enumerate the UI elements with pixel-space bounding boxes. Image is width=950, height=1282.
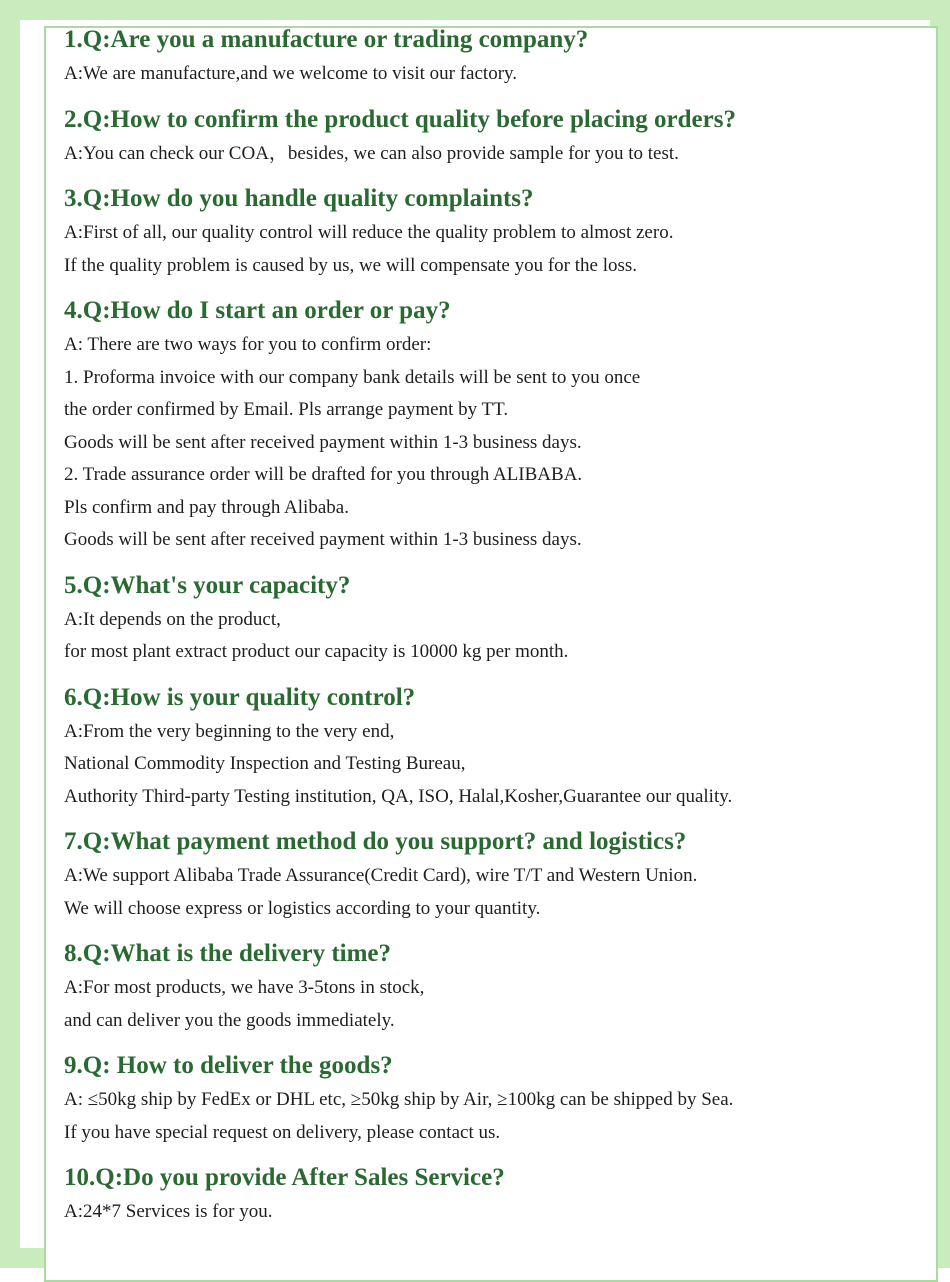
- faq-answer-line: A:We support Alibaba Trade Assurance(Credit Card), wire T/T and Western Union.: [64, 865, 698, 886]
- faq-item-9: [64, 1048, 904, 1149]
- faq-item-1: [64, 22, 904, 91]
- faq-answer-line: and can deliver you the goods immediately.: [64, 1009, 395, 1031]
- faq-answer-line: A:For most products, we have 3-5tons in stock,: [64, 977, 425, 998]
- faq-answer-line: We will choose express or logistics according to your quantity.: [64, 897, 541, 919]
- faq-answer-line: A:You can check our COA，besides, we can also provide sample for you to test.: [64, 142, 679, 164]
- faq-item-3: [64, 181, 904, 282]
- faq-answer-line: A:First of all, our quality control will reduce the quality problem to almost zero.: [64, 222, 674, 243]
- faq-question: 7.Q:What payment method do you support? and logistics?: [64, 828, 687, 855]
- faq-answer-line: A: There are two ways for you to confirm order:: [64, 334, 432, 355]
- faq-answer-line: Goods will be sent after received payment within 1-3 business days.: [64, 431, 582, 453]
- faq-answer-line: 2. Trade assurance order will be drafted for you through ALIBABA.: [64, 464, 583, 485]
- faq-question: 9.Q: How to deliver the goods?: [64, 1052, 393, 1079]
- faq-answer-line: Authority Third-party Testing institution, QA, ISO, Halal,Kosher,Guarantee our quality.: [64, 785, 733, 807]
- faq-question: 5.Q:What's your capacity?: [64, 571, 351, 599]
- faq-question: 4.Q:How do I start an order or pay?: [64, 297, 451, 324]
- faq-answer-line: Pls confirm and pay through Alibaba.: [64, 496, 349, 518]
- faq-item-10: [64, 1160, 904, 1229]
- faq-question: 6.Q:How is your quality control?: [64, 683, 416, 711]
- faq-answer-line: National Commodity Inspection and Testing Bureau,: [64, 753, 466, 774]
- faq-answer-line: A:24*7 Services is for you.: [64, 1201, 273, 1222]
- faq-question: 2.Q:How to confirm the product quality before placing orders?: [64, 105, 736, 133]
- faq-item-7: [64, 824, 904, 925]
- faq-item-2: [64, 102, 904, 171]
- faq-item-4: [64, 293, 904, 557]
- faq-item-6: [64, 680, 904, 814]
- faq-answer-line: for most plant extract product our capacity is 10000 kg per month.: [64, 641, 569, 662]
- faq-answer-line: 1. Proforma invoice with our company bank details will be sent to you once: [64, 366, 641, 388]
- faq-answer-line: A:We are manufacture,and we welcome to visit our factory.: [64, 63, 518, 84]
- faq-answer-line: A: ≤50kg ship by FedEx or DHL etc, ≥50kg ship by Air, ≥100kg can be shipped by Sea.: [64, 1089, 734, 1110]
- faq-question: 1.Q:Are you a manufacture or trading company?: [64, 26, 589, 53]
- faq-answer-line: If you have special request on delivery, please contact us.: [64, 1121, 501, 1143]
- faq-list: [64, 22, 904, 1240]
- faq-question: 3.Q:How do you handle quality complaints?: [64, 185, 534, 212]
- faq-question: 10.Q:Do you provide After Sales Service?: [64, 1164, 505, 1191]
- faq-answer-line: If the quality problem is caused by us, we will compensate you for the loss.: [64, 254, 638, 276]
- faq-item-8: [64, 936, 904, 1037]
- faq-answer-line: A:It depends on the product,: [64, 608, 281, 630]
- faq-answer-line: Goods will be sent after received payment within 1-3 business days.: [64, 529, 582, 550]
- faq-item-5: [64, 568, 904, 669]
- faq-answer-line: the order confirmed by Email. Pls arrange payment by TT.: [64, 399, 509, 420]
- faq-question: 8.Q:What is the delivery time?: [64, 940, 392, 967]
- faq-answer-line: A:From the very beginning to the very end,: [64, 720, 395, 742]
